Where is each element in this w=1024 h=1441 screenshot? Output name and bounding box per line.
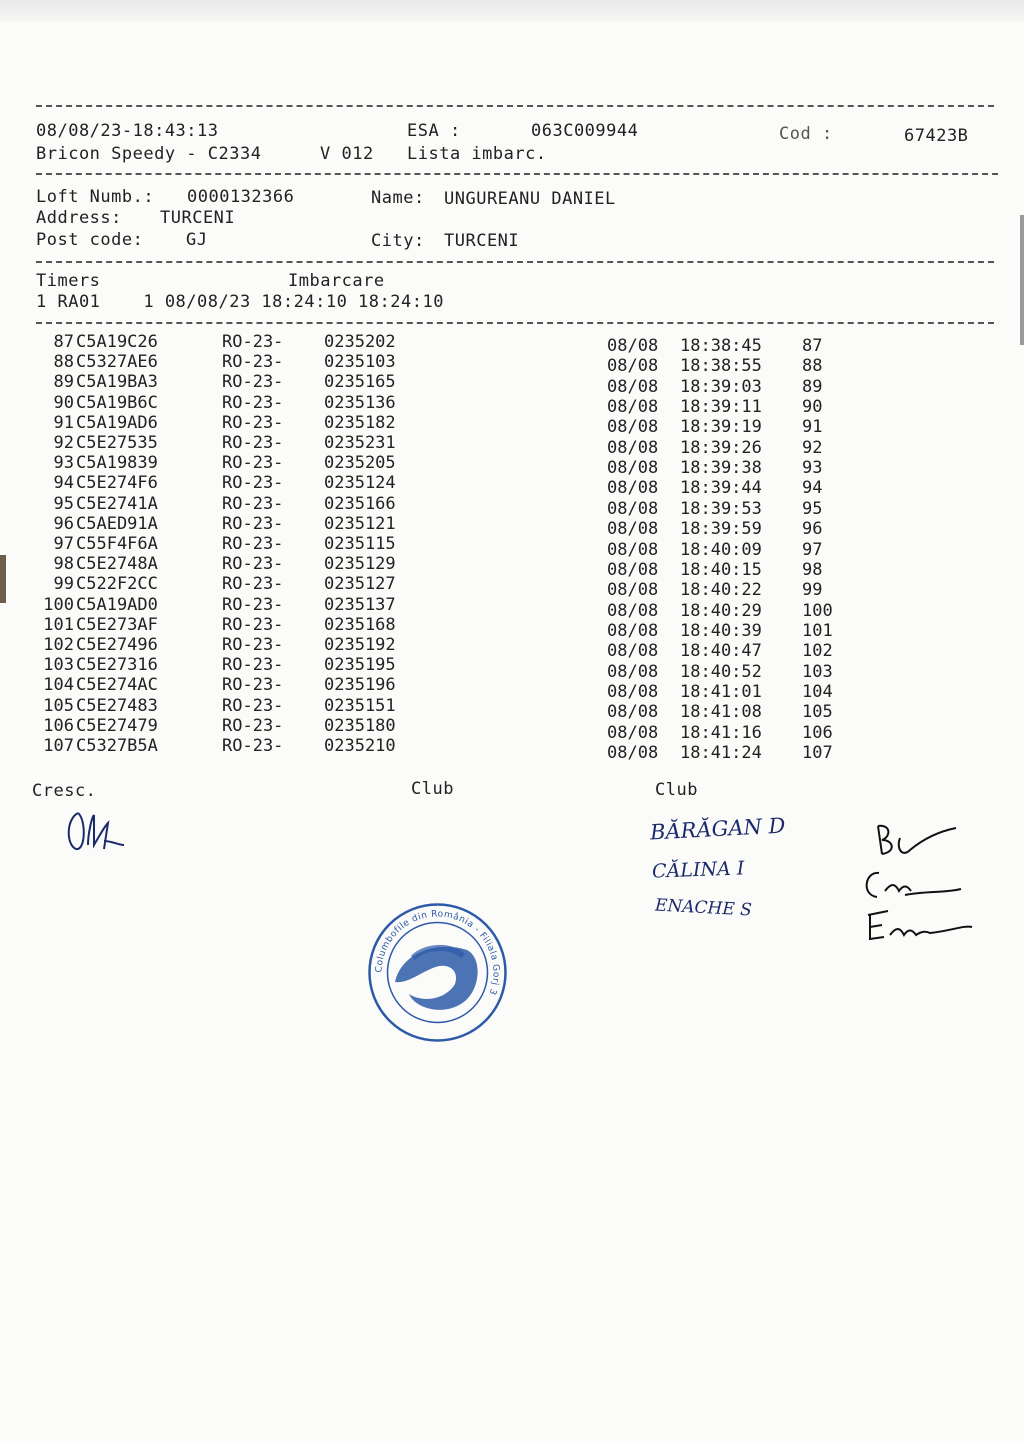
- cell-ring: RO-23-: [222, 736, 284, 756]
- cell-chip: C55F4F6A: [76, 534, 158, 554]
- print-datetime: 08/08/23-18:43:13: [36, 121, 219, 141]
- address-value: TURCENI: [160, 208, 236, 228]
- cell-idx: 97: [802, 539, 823, 560]
- cell-n: 91: [53, 412, 74, 433]
- cell-idx: 93: [802, 458, 823, 479]
- cell-num: 0235192: [324, 635, 396, 655]
- cell-num: 0235166: [324, 493, 396, 514]
- cell-idx: 101: [802, 620, 833, 641]
- cell-n: 90: [53, 392, 74, 413]
- table-row: [0, 473, 1024, 499]
- table-row: [0, 433, 1024, 458]
- cell-num: 0235115: [324, 534, 396, 554]
- table-row: [0, 392, 1024, 418]
- cell-ring: RO-23-: [222, 453, 284, 474]
- club-signature-1: [870, 820, 965, 865]
- cell-ring: RO-23-: [222, 412, 284, 433]
- cell-n: 105: [43, 695, 74, 716]
- club-stamp: [365, 900, 510, 1045]
- cell-date: 08/08: [607, 559, 659, 580]
- handwritten-name-3: ENACHE S: [654, 895, 753, 921]
- cell-n: 89: [53, 372, 74, 393]
- cell-num: 0235205: [324, 453, 396, 474]
- cell-num: 0235127: [324, 574, 396, 595]
- cell-n: 97: [53, 534, 74, 554]
- cell-n: 99: [53, 574, 74, 595]
- cell-n: 98: [53, 554, 74, 575]
- cell-n: 103: [43, 655, 74, 676]
- cell-idx: 102: [802, 641, 833, 662]
- cod-label: Cod :: [779, 124, 833, 144]
- cell-idx: 94: [802, 478, 823, 499]
- cell-n: 101: [43, 614, 74, 635]
- timers-label: Timers: [36, 271, 101, 291]
- cell-num: 0235136: [324, 392, 396, 413]
- separator-line: [36, 261, 994, 263]
- cell-date: 08/08: [607, 702, 659, 723]
- table-row: [0, 695, 1024, 723]
- cell-idx: 89: [802, 376, 823, 397]
- name-label: Name:: [371, 188, 425, 208]
- cell-chip: C5E27316: [76, 655, 158, 676]
- table-row: [0, 412, 1024, 438]
- cell-idx: 91: [802, 417, 823, 438]
- cell-ring: RO-23-: [222, 675, 284, 696]
- cell-time: 18:41:01: [680, 681, 762, 702]
- cell-n: 94: [53, 473, 74, 494]
- cell-ring: RO-23-: [222, 614, 284, 635]
- cell-num: 0235124: [324, 473, 396, 494]
- cell-time: 18:38:45: [680, 336, 762, 356]
- cell-date: 08/08: [607, 641, 659, 662]
- cell-time: 18:39:03: [680, 376, 762, 397]
- cell-chip: C5E2748A: [76, 554, 158, 575]
- cell-chip: C5E27479: [76, 715, 158, 736]
- cell-time: 18:40:09: [680, 539, 762, 560]
- device-name: Bricon Speedy - C2334: [36, 144, 262, 164]
- cell-date: 08/08: [607, 397, 659, 418]
- cell-date: 08/08: [607, 356, 659, 377]
- cell-num: 0235129: [324, 554, 396, 575]
- cell-ring: RO-23-: [222, 594, 284, 615]
- cell-num: 0235168: [324, 614, 396, 635]
- cell-idx: 88: [802, 356, 823, 377]
- cell-ring: RO-23-: [222, 473, 284, 494]
- cell-ring: RO-23-: [222, 715, 284, 736]
- cell-n: 95: [53, 493, 74, 514]
- separator-line: [36, 322, 994, 324]
- version: V 012: [320, 144, 374, 164]
- cell-ring: RO-23-: [222, 574, 284, 595]
- cell-time: 18:39:59: [680, 519, 762, 540]
- cell-idx: 92: [802, 437, 823, 458]
- esa-label: ESA :: [407, 121, 461, 141]
- cell-idx: 105: [802, 702, 833, 723]
- cell-date: 08/08: [607, 722, 659, 743]
- cell-ring: RO-23-: [222, 493, 284, 514]
- cell-date: 08/08: [607, 437, 659, 458]
- cell-date: 08/08: [607, 417, 659, 438]
- cell-date: 08/08: [607, 539, 659, 560]
- cell-time: 18:39:11: [680, 397, 762, 418]
- cell-chip: C5A19C26: [76, 332, 158, 352]
- cell-chip: C5E27535: [76, 433, 158, 453]
- table-row: [0, 736, 1024, 763]
- table-row: [0, 715, 1024, 743]
- cell-chip: C5327AE6: [76, 352, 158, 373]
- cell-time: 18:39:26: [680, 437, 762, 458]
- cell-num: 0235195: [324, 655, 396, 676]
- cell-n: 107: [43, 736, 74, 756]
- cell-chip: C5E273AF: [76, 614, 158, 635]
- breeder-signature: [60, 805, 130, 860]
- separator-line: [36, 105, 994, 107]
- cell-num: 0235196: [324, 675, 396, 696]
- cell-date: 08/08: [607, 478, 659, 499]
- cell-ring: RO-23-: [222, 513, 284, 534]
- cell-num: 0235202: [324, 332, 396, 352]
- cell-idx: 100: [802, 600, 833, 621]
- table-row: [0, 675, 1024, 702]
- cell-n: 102: [43, 635, 74, 655]
- cell-chip: C5E2741A: [76, 493, 158, 514]
- cell-n: 92: [53, 433, 74, 453]
- list-title: Lista imbarc.: [407, 144, 547, 164]
- cell-idx: 107: [802, 743, 833, 763]
- city-value: TURCENI: [444, 231, 520, 251]
- club-signature-3: [860, 905, 980, 950]
- cell-ring: RO-23-: [222, 433, 284, 453]
- post-code-label: Post code:: [36, 230, 144, 250]
- cell-ring: RO-23-: [222, 695, 284, 716]
- cell-num: 0235231: [324, 433, 396, 453]
- cell-ring: RO-23-: [222, 534, 284, 554]
- cell-date: 08/08: [607, 580, 659, 601]
- cell-n: 93: [53, 453, 74, 474]
- cell-chip: C522F2CC: [76, 574, 158, 595]
- table-row: [0, 614, 1024, 641]
- cell-idx: 103: [802, 661, 833, 682]
- table-row: [0, 655, 1024, 682]
- cell-chip: C5A19AD0: [76, 594, 158, 615]
- cell-num: 0235210: [324, 736, 396, 756]
- cell-date: 08/08: [607, 620, 659, 641]
- cresc-label: Cresc.: [32, 781, 97, 801]
- cell-chip: C5E27496: [76, 635, 158, 655]
- address-label: Address:: [36, 208, 122, 228]
- cell-time: 18:39:44: [680, 478, 762, 499]
- cell-ring: RO-23-: [222, 655, 284, 676]
- cell-n: 106: [43, 715, 74, 736]
- cell-num: 0235165: [324, 372, 396, 393]
- cell-ring: RO-23-: [222, 635, 284, 655]
- cell-chip: C5E27483: [76, 695, 158, 716]
- cell-date: 08/08: [607, 600, 659, 621]
- separator-line: [36, 173, 998, 175]
- cod-value: 67423B: [904, 126, 969, 146]
- cell-n: 100: [43, 594, 74, 615]
- cell-date: 08/08: [607, 458, 659, 479]
- cell-time: 18:40:52: [680, 661, 762, 682]
- post-code-value: GJ: [186, 230, 208, 250]
- cell-num: 0235137: [324, 594, 396, 615]
- cell-time: 18:38:55: [680, 356, 762, 377]
- cell-date: 08/08: [607, 743, 659, 763]
- cell-ring: RO-23-: [222, 392, 284, 413]
- table-row: [0, 534, 1024, 560]
- cell-chip: C5A19AD6: [76, 412, 158, 433]
- imbarcare-label: Imbarcare: [288, 271, 385, 291]
- cell-time: 18:41:08: [680, 702, 762, 723]
- cell-time: 18:41:16: [680, 722, 762, 743]
- cell-num: 0235180: [324, 715, 396, 736]
- cell-ring: RO-23-: [222, 372, 284, 393]
- table-row: [0, 554, 1024, 580]
- esa-value: 063C009944: [531, 121, 639, 141]
- name-value: UNGUREANU DANIEL: [444, 189, 616, 209]
- timer-line: 1 RA01 1 08/08/23 18:24:10 18:24:10: [36, 292, 444, 312]
- handwritten-name-1: BĂRĂGAN D: [649, 813, 786, 845]
- table-row: [0, 635, 1024, 662]
- cell-date: 08/08: [607, 681, 659, 702]
- table-row: [0, 352, 1024, 377]
- cell-time: 18:40:47: [680, 641, 762, 662]
- cell-n: 96: [53, 513, 74, 534]
- cell-n: 88: [53, 352, 74, 373]
- cell-date: 08/08: [607, 498, 659, 519]
- cell-idx: 98: [802, 559, 823, 580]
- cell-idx: 96: [802, 519, 823, 540]
- cell-time: 18:39:19: [680, 417, 762, 438]
- cell-chip: C5A19BA3: [76, 372, 158, 393]
- scan-edge-mark-right: [1020, 215, 1024, 345]
- cell-chip: C5E274F6: [76, 473, 158, 494]
- cell-chip: C5AED91A: [76, 513, 158, 534]
- cell-date: 08/08: [607, 376, 659, 397]
- cell-ring: RO-23-: [222, 332, 284, 352]
- table-row: [0, 513, 1024, 540]
- cell-ring: RO-23-: [222, 352, 284, 373]
- table-row: [0, 372, 1024, 397]
- cell-chip: C5E274AC: [76, 675, 158, 696]
- city-label: City:: [371, 231, 425, 251]
- cell-num: 0235103: [324, 352, 396, 373]
- cell-idx: 104: [802, 681, 833, 702]
- loft-label: Loft Numb.:: [36, 187, 155, 207]
- club-label-2: Club: [655, 780, 698, 800]
- loft-value: 0000132366: [187, 187, 295, 207]
- cell-date: 08/08: [607, 336, 659, 356]
- cell-time: 18:40:15: [680, 559, 762, 580]
- cell-chip: C5327B5A: [76, 736, 158, 756]
- cell-time: 18:41:24: [680, 743, 762, 763]
- cell-num: 0235182: [324, 412, 396, 433]
- table-row: [0, 574, 1024, 601]
- table-row: [0, 453, 1024, 479]
- scan-top-edge: [0, 0, 1024, 22]
- cell-idx: 95: [802, 498, 823, 519]
- cell-time: 18:40:29: [680, 600, 762, 621]
- cell-date: 08/08: [607, 519, 659, 540]
- club-signature-2: [855, 865, 965, 905]
- cell-time: 18:40:39: [680, 620, 762, 641]
- cell-num: 0235151: [324, 695, 396, 716]
- svg-text:Columbofile din România - Fili: Columbofile din România - Filiala Gorj 3: [374, 909, 501, 997]
- cell-chip: C5A19B6C: [76, 392, 158, 413]
- club-label-1: Club: [411, 779, 454, 799]
- cell-num: 0235121: [324, 513, 396, 534]
- cell-date: 08/08: [607, 661, 659, 682]
- cell-ring: RO-23-: [222, 554, 284, 575]
- handwritten-name-2: CĂLINA I: [651, 857, 745, 883]
- table-row: [0, 332, 1024, 356]
- table-row: [0, 493, 1024, 519]
- cell-chip: C5A19839: [76, 453, 158, 474]
- cell-idx: 87: [802, 336, 823, 356]
- cell-time: 18:40:22: [680, 580, 762, 601]
- cell-idx: 106: [802, 722, 833, 743]
- cell-idx: 90: [802, 397, 823, 418]
- table-row: [0, 594, 1024, 621]
- cell-time: 18:39:53: [680, 498, 762, 519]
- cell-idx: 99: [802, 580, 823, 601]
- cell-n: 87: [53, 332, 74, 352]
- cell-n: 104: [43, 675, 74, 696]
- cell-time: 18:39:38: [680, 458, 762, 479]
